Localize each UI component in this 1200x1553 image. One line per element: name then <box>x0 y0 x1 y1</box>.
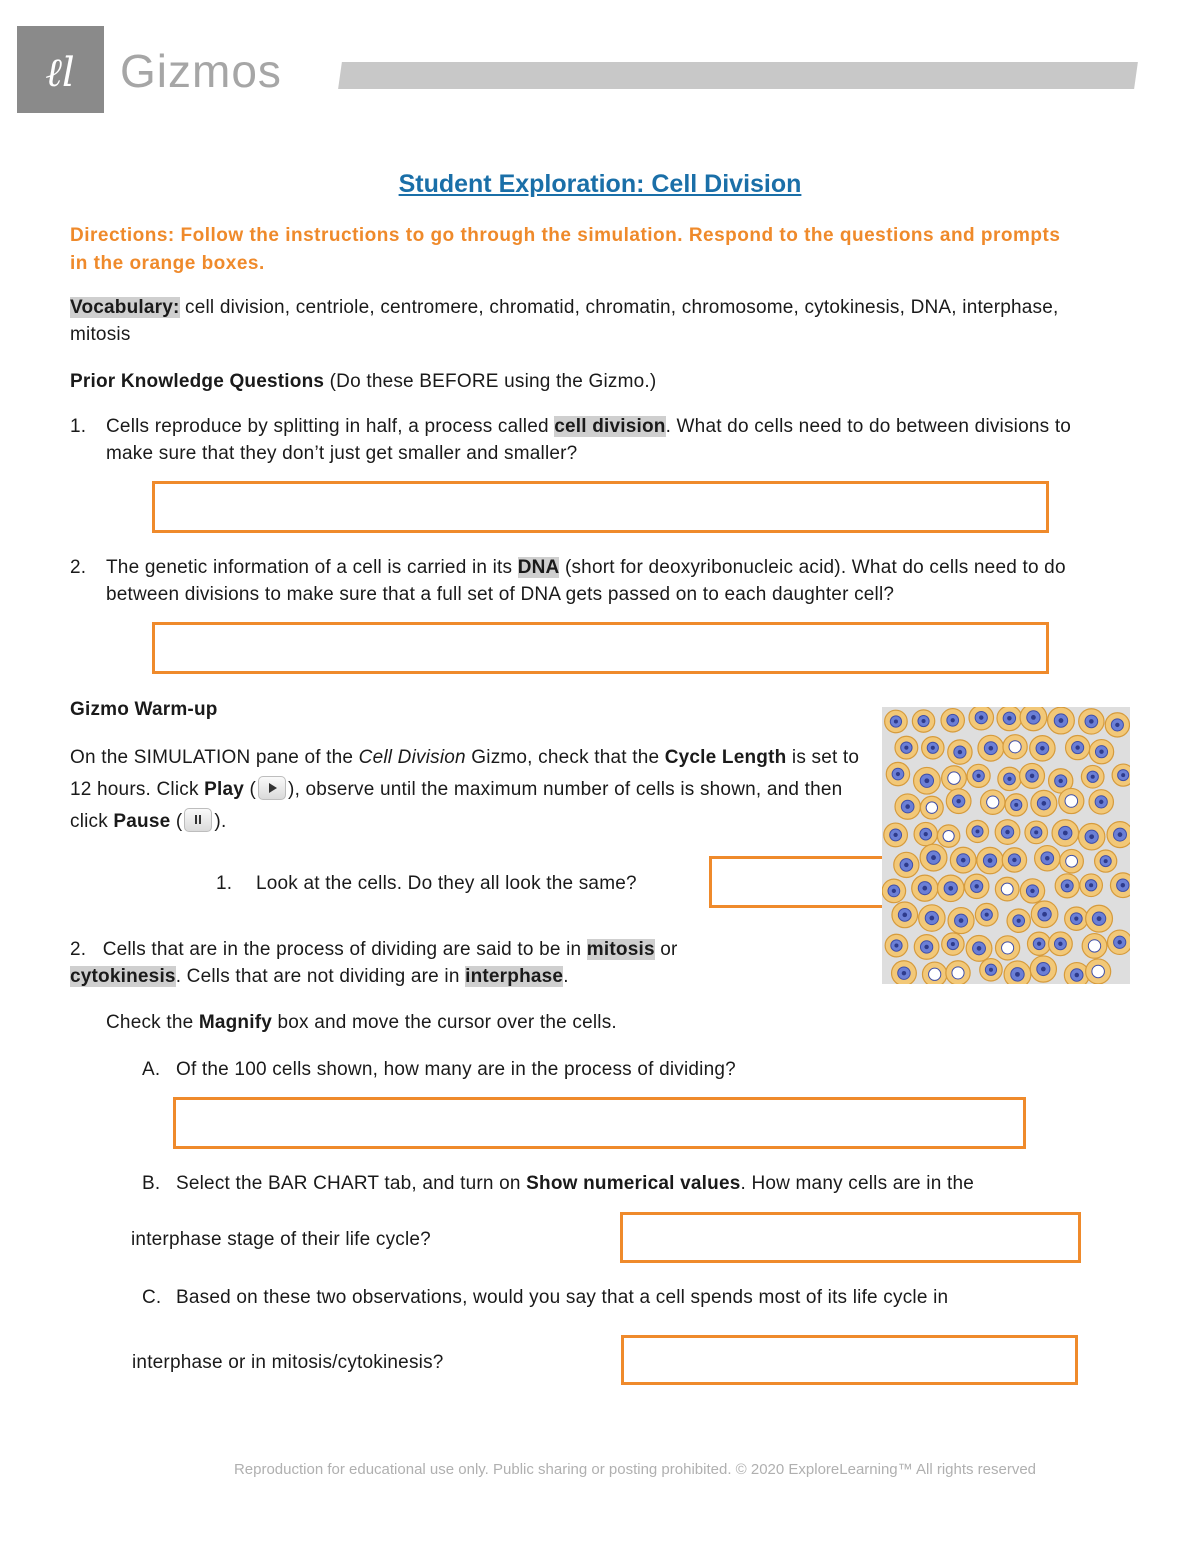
warmup-q2-text: 2. Cells that are in the process of dividing are said to be in mitosis or cytokinesis. Cells that are not dividing are in interphase. <box>70 939 678 987</box>
header-bar <box>338 62 1138 89</box>
cell-division-simulation-image <box>882 707 1130 984</box>
cell-icon <box>1035 846 1060 871</box>
question-c-text-line2: interphase or in mitosis/cytokinesis? <box>132 1352 444 1373</box>
cell-icon <box>1007 909 1030 932</box>
cell-icon <box>998 767 1021 790</box>
cell-icon <box>1086 905 1113 932</box>
prior-q1-text: Cells reproduce by splitting in half, a process called cell division. What do cells need to do between divisions to make sure that they don’t just get smaller and smaller? <box>106 416 1072 464</box>
cell-icon <box>995 936 1019 960</box>
cell-icon <box>1079 709 1104 734</box>
warmup-heading: Gizmo Warm-up <box>70 699 218 720</box>
answer-box-warmup-q1[interactable] <box>709 856 889 908</box>
cell-icon <box>1030 736 1055 761</box>
cell-icon <box>966 820 988 842</box>
question-a-text: Of the 100 cells shown, how many are in the process of dividing? <box>176 1059 736 1080</box>
term-cell-division: cell division <box>554 416 666 437</box>
answer-box-question-a[interactable] <box>173 1097 1026 1149</box>
logo-mark-icon <box>17 26 104 113</box>
cell-icon <box>912 875 938 901</box>
cell-icon <box>912 710 934 732</box>
cell-icon <box>946 961 970 984</box>
cell-icon <box>966 935 992 961</box>
warmup-intro: On the SIMULATION pane of the Cell Division Gizmo, check that the Cycle Length is set to 12 hours. Click Play ( ), observe until the maximum number of cells is shown, and then click Pause ( ). <box>70 747 860 832</box>
cell-icon <box>948 740 972 764</box>
cell-icon <box>1082 934 1107 959</box>
question-c-letter: C. <box>142 1287 162 1308</box>
cell-icon <box>948 908 974 934</box>
cell-icon <box>1025 821 1048 844</box>
cell-icon <box>1002 848 1026 872</box>
cell-icon <box>1112 764 1130 786</box>
warmup-q1-number: 1. <box>216 873 233 894</box>
pause-icon <box>184 808 212 832</box>
cell-icon <box>1020 707 1047 731</box>
question-b-text: Select the BAR CHART tab, and turn on Show numerical values. How many cells are in the <box>176 1173 974 1194</box>
play-icon <box>258 776 286 800</box>
question-b-letter: B. <box>142 1173 161 1194</box>
question-b-text-line2: interphase stage of their life cycle? <box>131 1229 431 1250</box>
answer-box-question-b[interactable] <box>620 1212 1081 1263</box>
cell-icon <box>946 789 971 814</box>
cell-icon <box>1003 735 1027 759</box>
cell-icon <box>920 844 947 871</box>
answer-box-prior-q1[interactable] <box>152 481 1049 533</box>
cell-icon <box>1066 736 1090 760</box>
cell-icon <box>914 822 937 845</box>
answer-box-question-c[interactable] <box>621 1335 1078 1385</box>
cell-icon <box>1107 930 1130 954</box>
cell-icon <box>1078 824 1104 850</box>
cell-icon <box>1107 822 1130 848</box>
cell-icon <box>1030 956 1056 982</box>
term-interphase: interphase <box>465 966 564 987</box>
cell-icon <box>980 959 1002 981</box>
prior-q1-number: 1. <box>70 416 87 437</box>
cell-icon <box>894 852 919 877</box>
cell-icon <box>942 766 967 791</box>
term-dna: DNA <box>517 557 560 578</box>
cell-icon <box>977 847 1003 873</box>
cell-icon <box>914 767 941 794</box>
cell-icon <box>1105 713 1129 737</box>
term-mitosis: mitosis <box>586 939 655 960</box>
cell-icon <box>1005 794 1027 816</box>
cell-icon <box>981 790 1005 814</box>
directions: Directions: Follow the instructions to go through the simulation. Respond to the questions and prompts in the orange boxes. <box>70 225 1061 274</box>
vocabulary-terms: cell division, centriole, centromere, chromatid, chromatin, chromosome, cytokinesis, DNA, interphase, mitosis <box>70 297 1059 345</box>
cell-icon <box>885 710 908 733</box>
cell-icon <box>919 905 945 931</box>
cell-icon <box>975 903 998 926</box>
answer-box-prior-q2[interactable] <box>152 622 1049 674</box>
cell-icon <box>1004 961 1031 984</box>
question-a-letter: A. <box>142 1059 161 1080</box>
cell-icon <box>967 764 990 787</box>
cell-icon <box>1080 874 1103 897</box>
cell-icon <box>964 874 988 898</box>
cell-icon <box>1031 901 1058 928</box>
prior-q2-text: The genetic information of a cell is carried in its DNA (short for deoxyribonucleic acid). What do cells need to do between divisions to make sure that a full set of DNA gets passed on to each daughter cell? <box>106 557 1066 605</box>
cell-icon <box>938 875 964 901</box>
cell-icon <box>1020 879 1044 903</box>
cell-icon <box>892 961 917 984</box>
cell-icon <box>1049 932 1073 956</box>
cell-icon <box>1060 849 1084 873</box>
cell-icon <box>882 879 906 903</box>
cell-icon <box>942 933 964 955</box>
brand-name: Gizmos <box>120 45 282 97</box>
cell-icon <box>995 877 1019 901</box>
cell-icon <box>941 709 964 732</box>
magnify-instruction: Check the Magnify box and move the cursor over the cells. <box>106 1012 617 1033</box>
copyright-footer: Reproduction for educational use only. Public sharing or posting prohibited. © 2020 ExploreLearning™ All rights reserved <box>233 1461 1037 1478</box>
cell-icon <box>885 934 908 957</box>
cell-icon <box>922 962 946 984</box>
vocabulary <box>70 294 1080 348</box>
cell-icon <box>922 737 944 759</box>
cell-icon <box>1020 763 1045 788</box>
cell-icon <box>1110 873 1130 898</box>
cell-icon <box>1031 790 1057 816</box>
cell-icon <box>978 735 1004 761</box>
cell-icon <box>1081 765 1104 788</box>
cell-icon <box>892 902 918 928</box>
cell-icon <box>1052 820 1079 847</box>
warmup-q1-text: Look at the cells. Do they all look the same? <box>256 873 637 894</box>
page-title: Student Exploration: Cell Division <box>398 170 802 198</box>
prior-q2-number: 2. <box>70 557 87 578</box>
cell-icon <box>1048 707 1075 734</box>
cell-icon <box>950 847 976 873</box>
question-c-text: Based on these two observations, would you say that a cell spends most of its life cycle in <box>176 1287 949 1308</box>
cell-icon <box>997 707 1022 731</box>
svg-text:ℓl: ℓl <box>45 50 75 96</box>
explorelearning-logo <box>17 26 104 113</box>
cell-icon <box>1027 932 1050 955</box>
cell-icon <box>895 736 918 759</box>
cell-icon <box>969 707 993 730</box>
cell-icon <box>1055 874 1079 898</box>
cell-icon <box>1086 959 1111 984</box>
vocabulary-label: Vocabulary: <box>70 297 180 318</box>
cell-icon <box>1065 907 1088 930</box>
prior-knowledge-heading: Prior Knowledge Questions (Do these BEFORE using the Gizmo.) <box>70 371 657 392</box>
cell-icon <box>914 935 939 960</box>
term-cytokinesis: cytokinesis <box>70 966 176 987</box>
cell-icon <box>1089 790 1113 814</box>
cell-icon <box>886 762 909 785</box>
cell-icon <box>884 823 908 847</box>
cell-icon <box>995 820 1020 845</box>
cell-icon <box>920 796 943 819</box>
cell-icon <box>895 794 920 819</box>
cell-icon <box>1059 788 1084 813</box>
cell-icon <box>1095 850 1117 872</box>
cell-icon <box>1089 740 1113 764</box>
cell-icon <box>937 825 959 847</box>
